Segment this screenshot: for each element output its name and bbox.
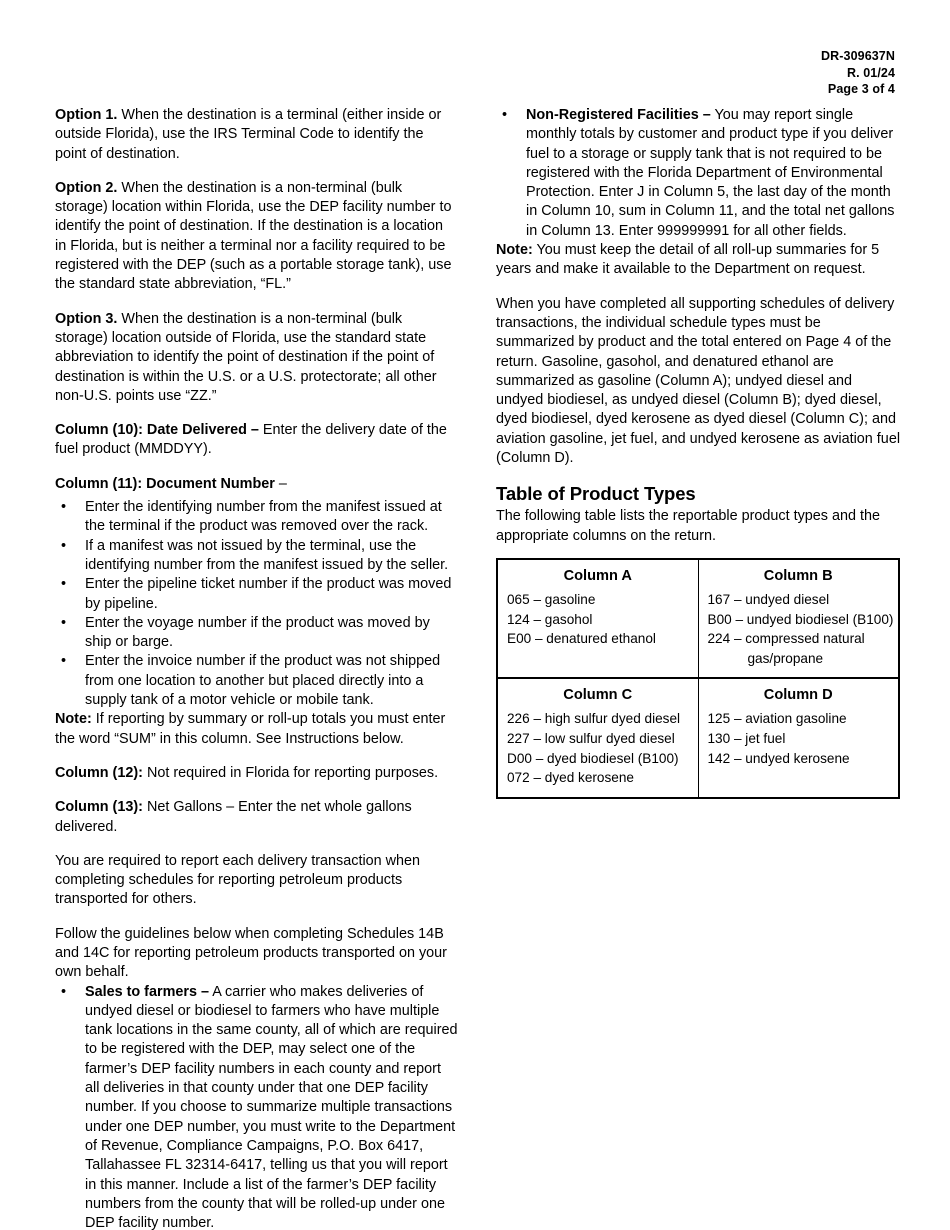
list-item <box>55 614 458 653</box>
note-1-text: If reporting by summary or roll-up totals you must enter the word “SUM” in this column. See Instructions below. <box>55 711 446 747</box>
column-12-paragraph <box>55 764 458 783</box>
product-item: 130 – jet fuel <box>707 730 786 746</box>
option-3-text: When the destination is a non-terminal (bulk storage) location outside of Florida, use the standard state abbreviation to identify the point of destination if the point of destination is within the U.S. or a U.S. protectorate; all other non-U.S. points use “ZZ.” <box>55 310 437 404</box>
list-item <box>55 537 458 576</box>
product-item: E00 – denatured ethanol <box>507 631 656 647</box>
note-2-label: Note: <box>496 242 533 259</box>
form-number: DR-309637N <box>821 49 895 63</box>
option-2-text: When the destination is a non-terminal (bulk storage) location within Florida, use the DEP facility number to identify the point of destination. If the destination is a location in Florida, but is neither a terminal nor a facility required to be registered with the DEP (such as a portable storage tank), use the standard state abbreviation, “FL.” <box>55 179 452 293</box>
column-13-paragraph <box>55 798 458 837</box>
column-11-label: Column (11): Document Number <box>55 475 275 492</box>
right-column <box>496 106 900 1230</box>
non-registered-bullet-list <box>496 106 900 241</box>
table-row <box>497 559 899 678</box>
schedule-summary-paragraph: When you have completed all supporting schedules of delivery transactions, the individual schedule types must be summarized by product and the total entered on Page 4 of the return. Gasoline, gasohol, and denatured ethanol are summarized as gasoline (Column A); undyed diesel and undyed biodiesel, as undyed diesel (Column B); dyed diesel, dyed biodiesel, dyed kerosene as dyed diesel (Column C); and aviation gasoline, jet fuel, and undyed kerosene as aviation fuel (Column D). <box>496 295 901 467</box>
table-cell-column-a <box>497 559 698 678</box>
product-item: 142 – undyed kerosene <box>707 750 850 766</box>
option-3-paragraph <box>55 310 458 406</box>
column-10-label: Column (10): Date Delivered – <box>55 422 259 439</box>
list-item <box>55 983 458 1230</box>
product-item: 227 – low sulfur dyed diesel <box>507 730 675 746</box>
list-item <box>55 652 458 710</box>
column-c-header: Column C <box>563 687 633 704</box>
list-item-text: If a manifest was not issued by the terminal, use the identifying number from the manifest issued by the seller. <box>85 537 449 573</box>
list-item <box>55 575 458 614</box>
column-13-label: Column (13): <box>55 799 143 816</box>
product-item <box>699 629 899 668</box>
bullet-icon: • <box>61 983 67 1000</box>
non-registered-facilities-label: Non-Registered Facilities – <box>526 107 711 123</box>
option-1-paragraph <box>55 106 458 164</box>
bullet-icon: • <box>61 614 67 631</box>
body-columns <box>55 106 900 1230</box>
column-13-text: Net Gallons – Enter the net whole gallons delivered. <box>55 799 412 835</box>
list-item <box>55 498 458 537</box>
product-item-text: 224 – compressed natural <box>707 631 865 647</box>
product-item: 124 – gasohol <box>507 611 593 627</box>
option-1-label: Option 1. <box>55 107 118 123</box>
option-3-label: Option 3. <box>55 310 118 327</box>
note-1-label: Note: <box>55 711 92 728</box>
table-cell-column-d <box>698 678 899 797</box>
list-item <box>496 106 900 241</box>
non-registered-facilities-text: You may report single monthly totals by customer and product type if you deliver fuel to a storage or supply tank that is not required to be registered with the Florida Department of Environmental Protection. Enter J in Column 5, the last day of the month in Column 10, sum in Column 11, and the total net gallons in Column 13. Enter 999999991 for all other fields. <box>526 107 895 239</box>
table-cell-column-c <box>497 678 698 797</box>
bullet-icon: • <box>61 499 67 516</box>
product-types-table <box>496 558 900 799</box>
column-12-label: Column (12): <box>55 764 143 781</box>
sales-to-farmers-label: Sales to farmers – <box>85 983 209 1000</box>
column-10-paragraph <box>55 421 458 460</box>
sales-to-farmers-text: A carrier who makes deliveries of undyed diesel or biodiesel to farmers who have multiple tank locations in the same county, all of which are required to be registered with the DEP, may select one of the farmer’s DEP facility numbers in each county and report all deliveries in that county under that one DEP facility number. If you choose to summarize multiple transactions under one DEP number, you must write to the Department of Revenue, Compliance Campaigns, P.O. Box 6417, Tallahassee FL 32314-6417, telling us that you will report in this manner. Include a list of the farmer’s DEP facility numbers from the county that will be rolled-up under one DEP facility number. <box>85 983 458 1230</box>
column-11-bullet-list <box>55 498 458 710</box>
product-item: 167 – undyed diesel <box>707 591 830 607</box>
table-row <box>497 678 899 797</box>
list-item-text: Enter the identifying number from the manifest issued at the terminal if the product was removed over the rack. <box>85 499 442 535</box>
bullet-icon: • <box>61 653 67 670</box>
product-item: B00 – undyed biodiesel (B100) <box>707 611 894 627</box>
bullet-icon: • <box>502 107 508 123</box>
option-1-text: When the destination is a terminal (either inside or outside Florida), use the IRS Terminal Code to identify the point of destination. <box>55 107 442 162</box>
product-item: 125 – aviation gasoline <box>707 711 847 727</box>
list-item-text: Enter the invoice number if the product was not shipped from one location to another but placed directly into a supply tank of a motor vehicle or mobile tank. <box>85 653 441 709</box>
option-2-paragraph <box>55 179 458 295</box>
product-item: 226 – high sulfur dyed diesel <box>507 711 681 727</box>
product-item: 065 – gasoline <box>507 591 596 607</box>
note-2-paragraph <box>496 241 900 280</box>
bullet-icon: • <box>61 576 67 593</box>
bullet-icon: • <box>61 537 67 554</box>
product-item-continuation: gas/propane <box>747 650 824 666</box>
option-2-label: Option 2. <box>55 179 118 196</box>
section-title-table-of-product-types: Table of Product Types <box>496 483 696 505</box>
page-number: Page 3 of 4 <box>827 82 895 96</box>
column-a-header: Column A <box>563 567 632 584</box>
list-item-text: Enter the pipeline ticket number if the product was moved by pipeline. <box>85 576 452 612</box>
guidelines-paragraph: Follow the guidelines below when completing Schedules 14B and 14C for reporting petroleum products transported on your own behalf. <box>55 925 447 981</box>
document-header <box>821 48 895 98</box>
table-intro-paragraph: The following table lists the reportable product types and the appropriate columns on the return. <box>496 508 880 544</box>
note-1-paragraph <box>55 710 458 749</box>
reporting-requirement-paragraph: You are required to report each delivery transaction when completing schedules for reporting petroleum products transported for others. <box>55 852 421 908</box>
column-d-header: Column D <box>763 687 833 704</box>
left-column <box>55 106 458 1230</box>
column-10-text: Enter the delivery date of the fuel product (MMDDYY). <box>55 422 447 458</box>
product-item: D00 – dyed biodiesel (B100) <box>507 750 679 766</box>
own-behalf-bullet-list <box>55 983 458 1230</box>
revision-date: R. 01/24 <box>846 65 895 80</box>
table-cell-column-b <box>698 559 899 678</box>
column-b-header: Column B <box>763 567 833 584</box>
column-11-paragraph <box>55 475 458 494</box>
column-11-text: – <box>274 475 287 492</box>
product-item: 072 – dyed kerosene <box>507 770 634 786</box>
list-item-text: Enter the voyage number if the product was moved by ship or barge. <box>85 614 430 651</box>
column-12-text: Not required in Florida for reporting purposes. <box>142 764 439 781</box>
note-2-text: You must keep the detail of all roll-up summaries for 5 years and make it available to the Department on request. <box>496 242 880 278</box>
